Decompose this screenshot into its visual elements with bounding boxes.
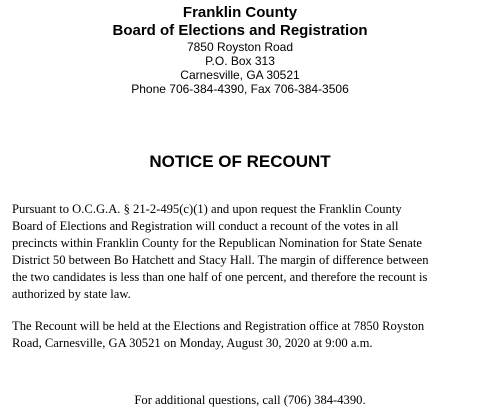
paragraph-line: Board of Elections and Registration will conduct a recount of the votes in all: [12, 219, 399, 233]
paragraph-line: Pursuant to O.C.G.A. § 21-2-495(c)(1) and upon request the Franklin County: [12, 202, 402, 216]
notice-title: NOTICE OF RECOUNT: [149, 152, 331, 171]
phone-fax: Phone 706-384-4390, Fax 706-384-3506: [131, 82, 349, 96]
paragraph-line: precincts within Franklin County for the Republican Nomination for State Senate: [12, 236, 422, 250]
paragraph-line: Road, Carnesville, GA 30521 on Monday, August 30, 2020 at 9:00 a.m.: [12, 336, 373, 350]
paragraph-line: District 50 between Bo Hatchett and Stacy Hall. The margin of difference between: [12, 253, 429, 267]
paragraph-line: The Recount will be held at the Elections and Registration office at 7850 Royston: [12, 319, 425, 333]
letterhead: [0, 4, 480, 96]
street-address: 7850 Royston Road: [186, 40, 294, 54]
board-name: Board of Elections and Registration: [112, 22, 368, 39]
paragraph-line: the two candidates is less than one half of one percent, and therefore the recount is: [12, 270, 428, 284]
po-box: P.O. Box 313: [205, 54, 275, 68]
recount-authority-paragraph: [12, 201, 474, 303]
county-name: Franklin County: [182, 4, 298, 21]
contact-footer: For additional questions, call (706) 384-4390.: [134, 393, 366, 407]
city-state-zip: Carnesville, GA 30521: [180, 68, 300, 82]
paragraph-line: authorized by state law.: [12, 287, 131, 301]
recount-location-paragraph: [12, 318, 474, 352]
